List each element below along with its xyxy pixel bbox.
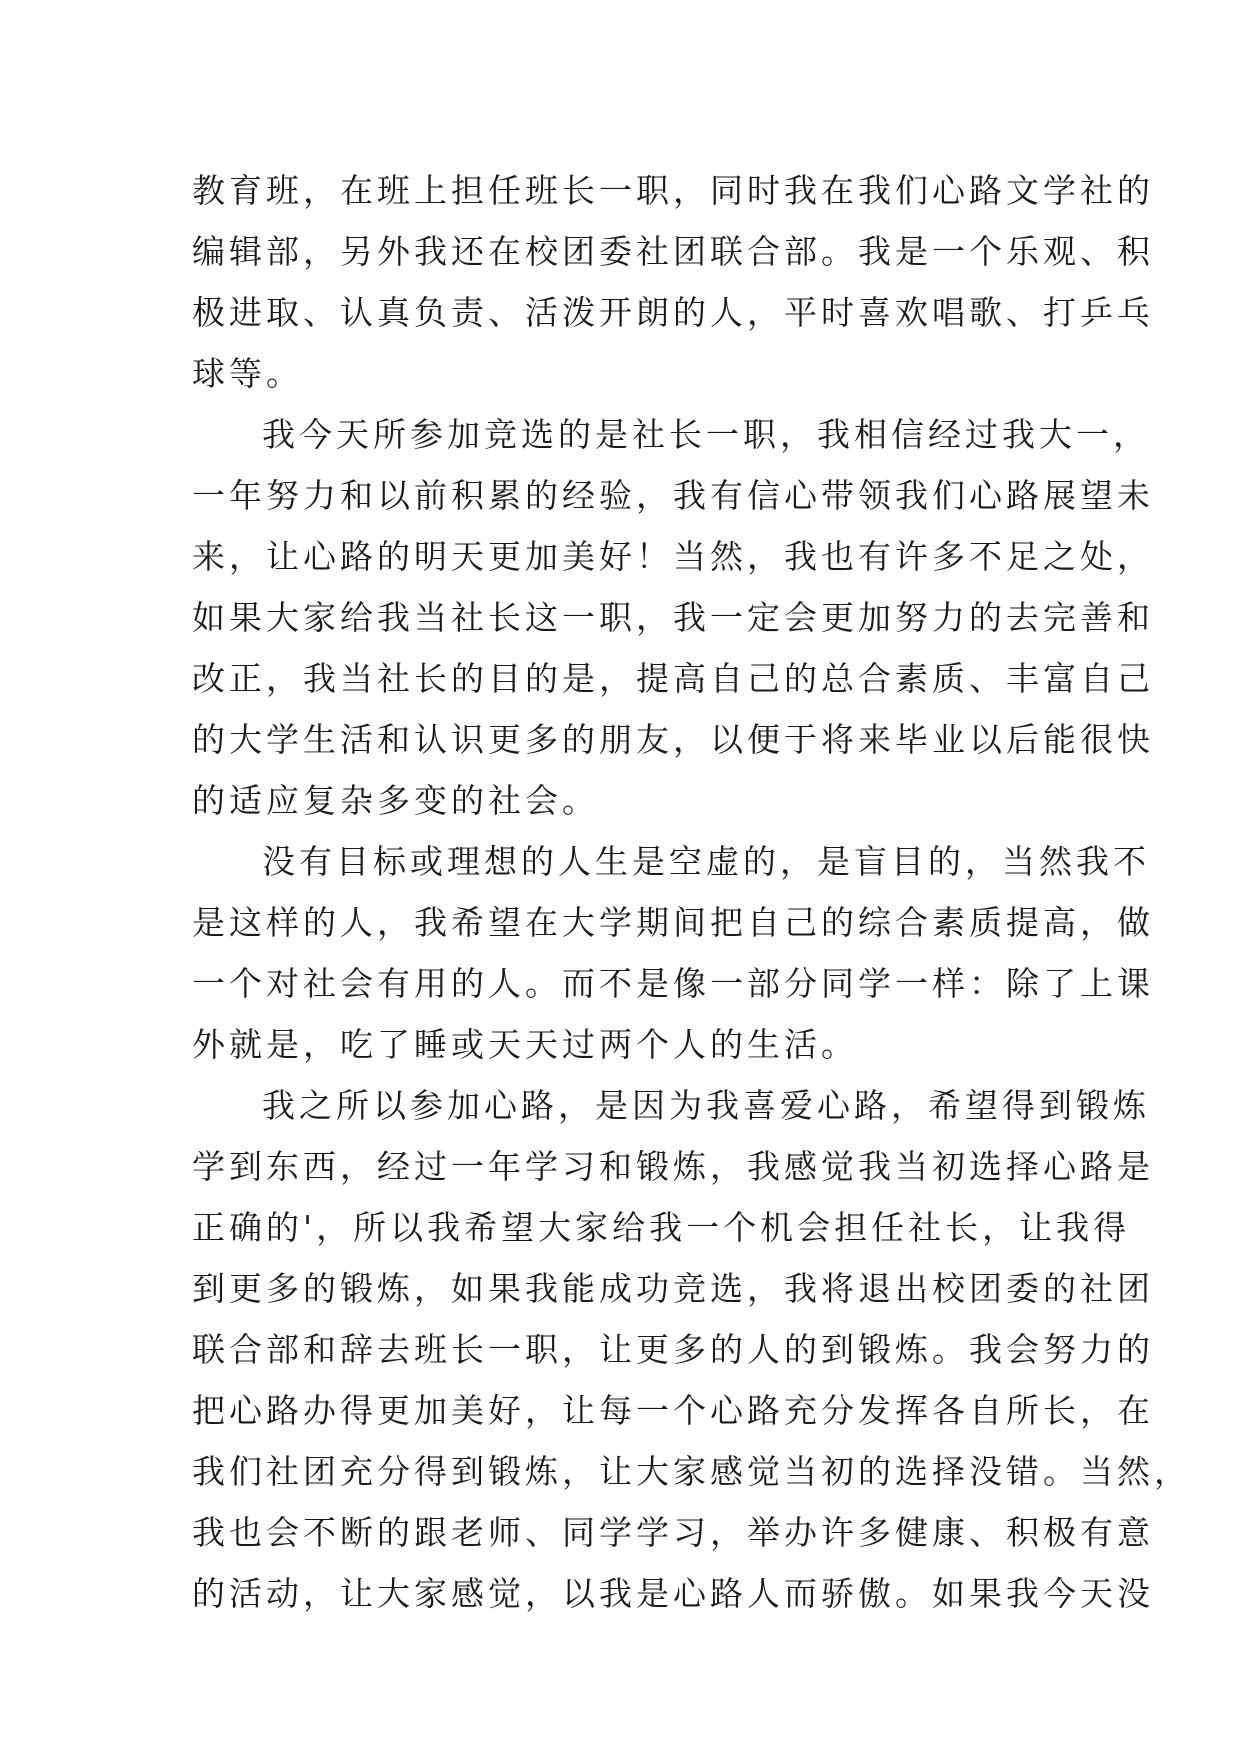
text-line: 我今天所参加竞选的是社长一职，我相信经过我大一， [262,415,1150,454]
text-line: 我之所以参加心路，是因为我喜爱心路，希望得到锻炼 [262,1086,1150,1125]
text-line: 是这样的人，我希望在大学期间把自己的综合素质提高，做 [192,903,1154,942]
paragraph [192,1075,1191,1624]
text-line: 改正，我当社长的目的是，提高自己的总合素质、丰富自己 [192,659,1154,698]
text-line: 我们社团充分得到锻炼，让大家感觉当初的选择没错。当然， [192,1452,1191,1491]
text-line: 的活动，让大家感觉，以我是心路人而骄傲。如果我今天没 [192,1574,1154,1613]
text-line: 联合部和辞去班长一职，让更多的人的到锻炼。我会努力的 [192,1330,1154,1369]
text-line: 编辑部，另外我还在校团委社团联合部。我是一个乐观、积 [192,232,1154,271]
text-line: 我也会不断的跟老师、同学学习，举办许多健康、积极有意 [192,1513,1154,1552]
text-line: 的大学生活和认识更多的朋友，以便于将来毕业以后能很快 [192,720,1154,759]
text-line: 来，让心路的明天更加美好！当然，我也有许多不足之处， [192,537,1154,576]
text-line: 的适应复杂多变的社会。 [192,781,599,820]
paragraph [192,404,1154,831]
text-line: 球等。 [192,354,303,393]
text-line: 外就是，吃了睡或天天过两个人的生活。 [192,1025,858,1064]
text-line: 一个对社会有用的人。而不是像一部分同学一样：除了上课 [192,964,1154,1003]
text-line: 如果大家给我当社长这一职，我一定会更加努力的去完善和 [192,598,1154,637]
text-line: 极进取、认真负责、活泼开朗的人，平时喜欢唱歌、打乒乓 [192,293,1154,332]
text-line: 到更多的锻炼，如果我能成功竞选，我将退出校团委的社团 [192,1269,1154,1308]
text-line: 一年努力和以前积累的经验，我有信心带领我们心路展望未 [192,476,1154,515]
paragraph [192,160,1154,404]
text-line: 把心路办得更加美好，让每一个心路充分发挥各自所长，在 [192,1391,1154,1430]
text-line: 没有目标或理想的人生是空虚的，是盲目的，当然我不 [262,842,1150,881]
document-body [192,160,1191,1624]
text-line: 学到东西，经过一年学习和锻炼，我感觉我当初选择心路是 [192,1147,1154,1186]
text-line: 教育班，在班上担任班长一职，同时我在我们心路文学社的 [192,171,1154,210]
paragraph [192,831,1154,1075]
text-line: 正确的'，所以我希望大家给我一个机会担任社长，让我得 [192,1208,1131,1247]
